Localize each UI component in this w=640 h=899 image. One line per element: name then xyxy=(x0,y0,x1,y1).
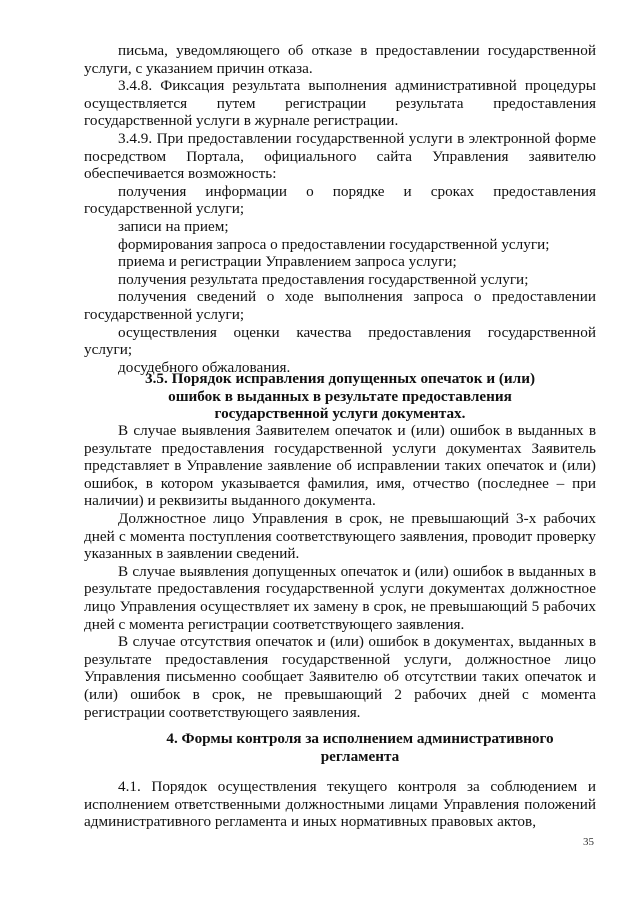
continuation-paragraph: письма, уведомляющего об отказе в предоставлении государственной услуги, с указанием причин отказа. xyxy=(84,42,596,77)
list-item: приема и регистрации Управлением запроса услуги; xyxy=(118,253,457,271)
section-paragraph: В случае выявления Заявителем опечаток и (или) ошибок в выданных в результате предоставления государственной услуги документах Заявитель представляет в Управление заявление об исправлении таких опечаток и (или) ошибок, в котором указывается фамилия, имя, отчество (последнее – при наличии) и реквизиты выданного документа. xyxy=(84,422,596,510)
section-paragraph: Должностное лицо Управления в срок, не превышающий 3-х рабочих дней с момента поступления соответствующего заявления, проводит проверку указанных в заявлении сведений. xyxy=(84,509,596,563)
section-heading: 3.5. Порядок исправления допущенных опечаток и (или) ошибок в выданных в результате предоставления государственной услуги документах. xyxy=(144,370,536,423)
list-item: записи на прием; xyxy=(118,217,229,235)
paragraph-4-1: 4.1. Порядок осуществления текущего контроля за соблюдением и исполнением ответственными должностными лицами Управления положений административного регламента и иных нормативных правовых актов, xyxy=(84,778,596,831)
page-number: 35 xyxy=(583,836,594,848)
list-item: получения сведений о ходе выполнения запроса о предоставлении государственной услуги; xyxy=(84,288,596,323)
section-heading: 4. Формы контроля за исполнением административного регламента xyxy=(166,730,554,765)
list-item: осуществления оценки качества предоставления государственной услуги; xyxy=(84,323,596,359)
body-top xyxy=(84,42,596,376)
list-item: формирования запроса о предоставлении государственной услуги; xyxy=(118,235,550,253)
section-3-5-heading-wrap xyxy=(120,370,560,423)
paragraph-3-4-8: 3.4.8. Фиксация результата выполнения административной процедуры осуществляется путем регистрации результата предоставления государственной услуги в журнале регистрации. xyxy=(84,77,596,130)
section-paragraph: В случае выявления допущенных опечаток и (или) ошибок в выданных в результате предоставления государственной услуги документах должностное лицо Управления осуществляет их замену в срок, не превышающий 5 рабочих дней с момента регистрации соответствующего заявления. xyxy=(84,562,596,633)
paragraph-3-4-9: 3.4.9. При предоставлении государственной услуги в электронной форме посредством Портала, официального сайта Управления заявителю обеспечивается возможность: xyxy=(84,129,596,183)
section-4-body xyxy=(84,778,596,831)
section-paragraph: В случае отсутствия опечаток и (или) ошибок в документах, выданных в результате предоставления государственной услуги, должностное лицо Управления письменно сообщает Заявителю об отсутствии таких опечаток и (или) ошибок в срок, не превышающий 2 рабочих дней с момента регистрации соответствующего заявления. xyxy=(84,633,596,721)
list-item: досудебного обжалования. xyxy=(118,358,291,376)
section-3-5-body xyxy=(84,422,596,721)
list-item: получения информации о порядке и сроках предоставления государственной услуги; xyxy=(84,182,596,218)
section-4-heading-wrap xyxy=(160,730,560,765)
list-item: получения результата предоставления государственной услуги; xyxy=(118,270,529,288)
